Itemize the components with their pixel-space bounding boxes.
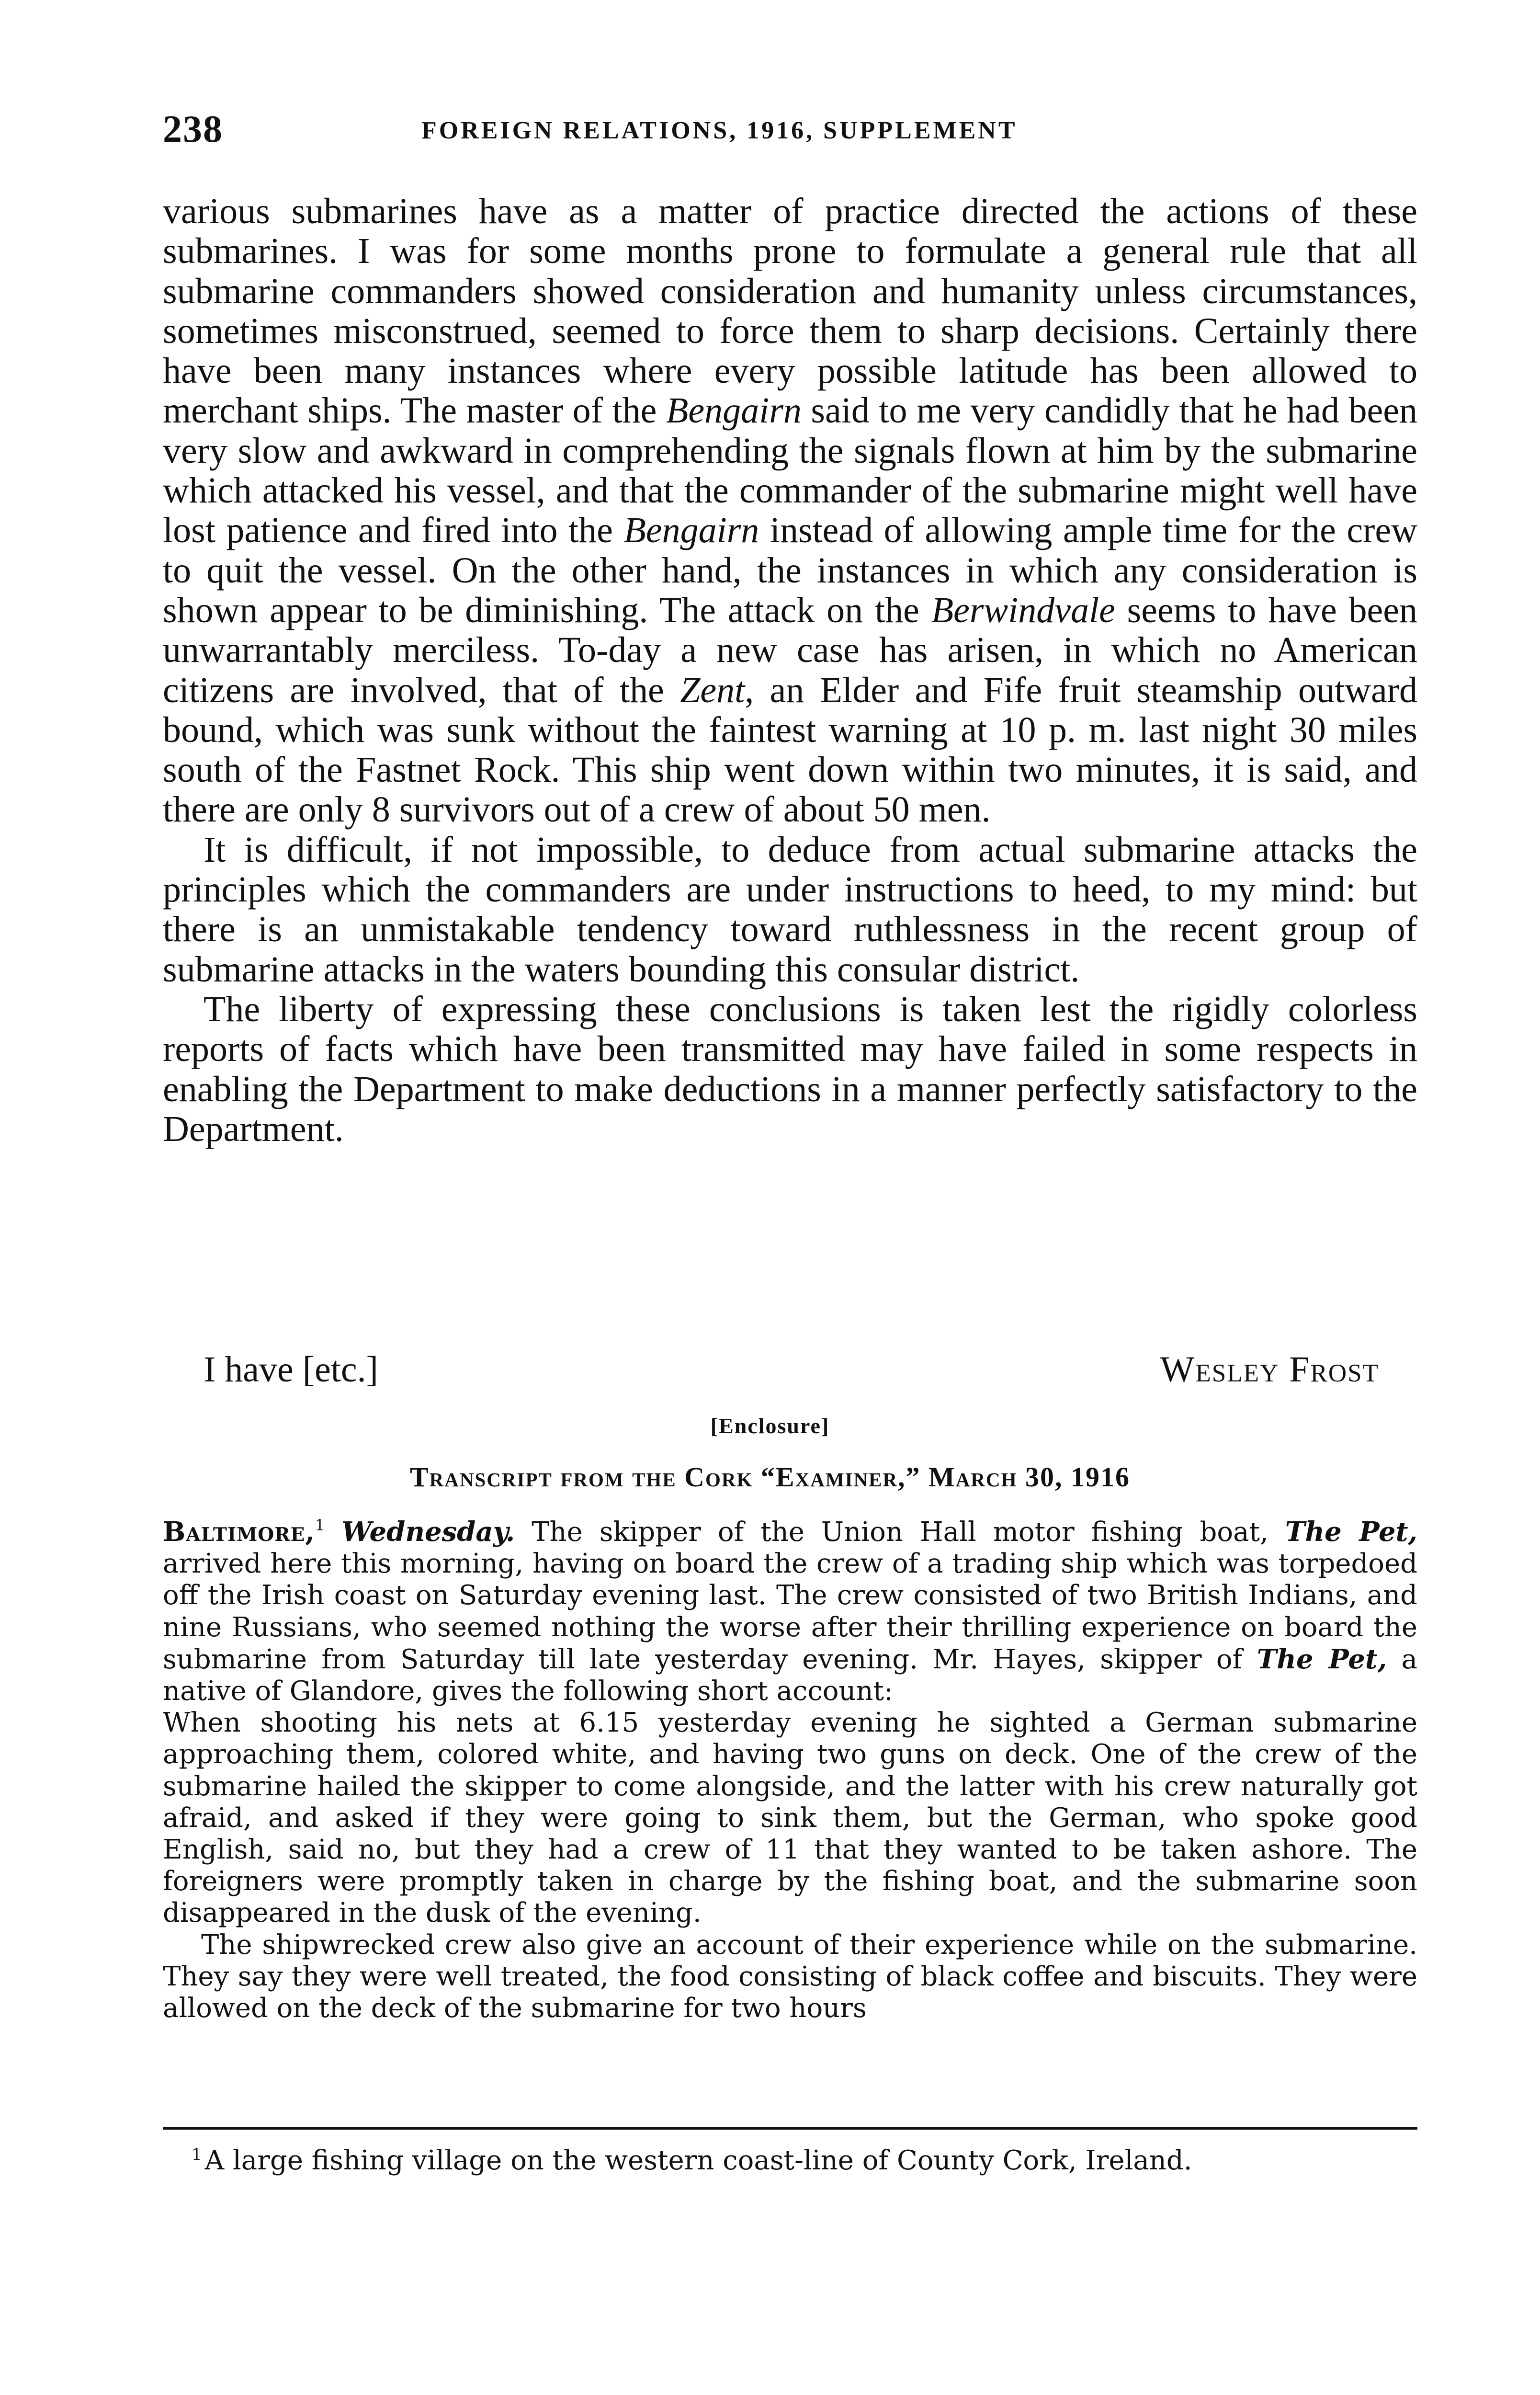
letter-signoff	[204, 1350, 1379, 1393]
footnote-divider	[163, 2127, 1417, 2130]
page-header	[163, 108, 1427, 160]
enclosure-label: [Enclosure]	[710, 1414, 830, 1438]
boat-name: The Pet,	[1285, 1516, 1417, 1548]
ship-name-berwindvale: Berwindvale	[931, 590, 1115, 630]
enclosure-body	[163, 1516, 1417, 2024]
enclosure-paragraph-3: The shipwrecked crew also give an account of their experience while on the submarine. They say they were well treated, the food consisting of black coffee and biscuits. They were allowed on the deck of the submarine for two hours	[163, 1929, 1417, 2024]
running-title: FOREIGN RELATIONS, 1916, SUPPLEMENT	[421, 117, 1018, 144]
enclosure-paragraph-1: Baltimore,$^1$ Wednesday. The skipper of the Union Hall motor fishing boat, The Pet, arrived here this morning, having on board the crew of a trading ship which was torpedoed off the Irish coast on Saturday evening last. The crew consisted of two British Indians, and nine Russians, who seemed nothing the worse after their thrilling experience on board the submarine from Saturday till late yesterday evening. Mr. Hayes, skipper of The Pet, a native of Glandore, gives the following short account:	[163, 1516, 1418, 1707]
ship-name-bengairn: Bengairn	[623, 510, 759, 551]
transcript-title: Transcript from the Cork “Examiner,” March 30, 1916	[409, 1461, 1131, 1493]
letter-body	[163, 192, 1417, 1149]
footnote	[192, 2145, 1417, 2177]
letter-paragraph-3: The liberty of expressing these conclusions is taken lest the rigidly colorless reports of facts which have been transmitted may have failed in some respects in enabling the Department to make deductions in a manner perfectly satisfactory to the Department.	[163, 989, 1417, 1149]
page-number: 238	[163, 108, 223, 150]
dateline-day: Wednesday.	[341, 1516, 515, 1548]
dateline-place: Baltimore,	[163, 1516, 315, 1548]
letter-paragraph-1: various submarines have as a matter of practice directed the actions of these submarines. I was for some months prone to formulate a general rule that all submarine commanders showed consideration and humanity unless circumstances, sometimes misconstrued, seemed to force them to sharp decisions. Certainly there have been many instances where every possible latitude has been allowed to merchant ships. The master of the Bengairn said to me very candidly that he had been very slow and awkward in comprehending the signals flown at him by the submarine which attacked his vessel, and that the commander of the submarine might well have lost patience and fired into the Bengairn instead of allowing ample time for the crew to quit the vessel. On the other hand, the instances in which any consideration is shown appear to be diminishing. The attack on the Berwindvale seems to have been unwarrantably merciless. To-day a new case has arisen, in which no American citizens are involved, that of the Zent, an Elder and Fife fruit steamship outward bound, which was sunk without the faintest warning at 10 p. m. last night 30 miles south of the Fastnet Rock. This ship went down within two minutes, it is said, and there are only 8 survivors out of a crew of about 50 men.	[163, 191, 1417, 830]
signature-name: Wesley Frost	[1160, 1349, 1379, 1390]
ship-name-zent: Zent	[680, 670, 745, 710]
ship-name-bengairn: Bengairn	[666, 390, 802, 431]
closing-line: I have [etc.]	[204, 1349, 378, 1390]
footnote-reference: 1	[315, 1516, 325, 1534]
letter-paragraph-2: It is difficult, if not impossible, to deduce from actual submarine attacks the principles which the commanders are under instructions to heed, to my mind: but there is an unmistakable tendency toward ruthlessness in the recent group of submarine attacks in the waters bounding this consular district.	[163, 829, 1417, 990]
boat-name: The Pet,	[1257, 1643, 1387, 1675]
enclosure-paragraph-2: When shooting his nets at 6.15 yesterday evening he sighted a German submarine approaching them, colored white, and having two guns on deck. One of the crew of the submarine hailed the skipper to come alongside, and the latter with his crew naturally got afraid, and asked if they were going to sink them, but the German, who spoke good English, said no, but they had a crew of 11 that they wanted to be taken ashore. The foreigners were promptly taken in charge by the fishing boat, and the submarine soon disappeared in the dusk of the evening.	[163, 1707, 1417, 1929]
footnote-marker: 1	[192, 2145, 202, 2164]
footnote-text: A large fishing village on the western coast-line of County Cork, Ireland.	[204, 2145, 1192, 2176]
